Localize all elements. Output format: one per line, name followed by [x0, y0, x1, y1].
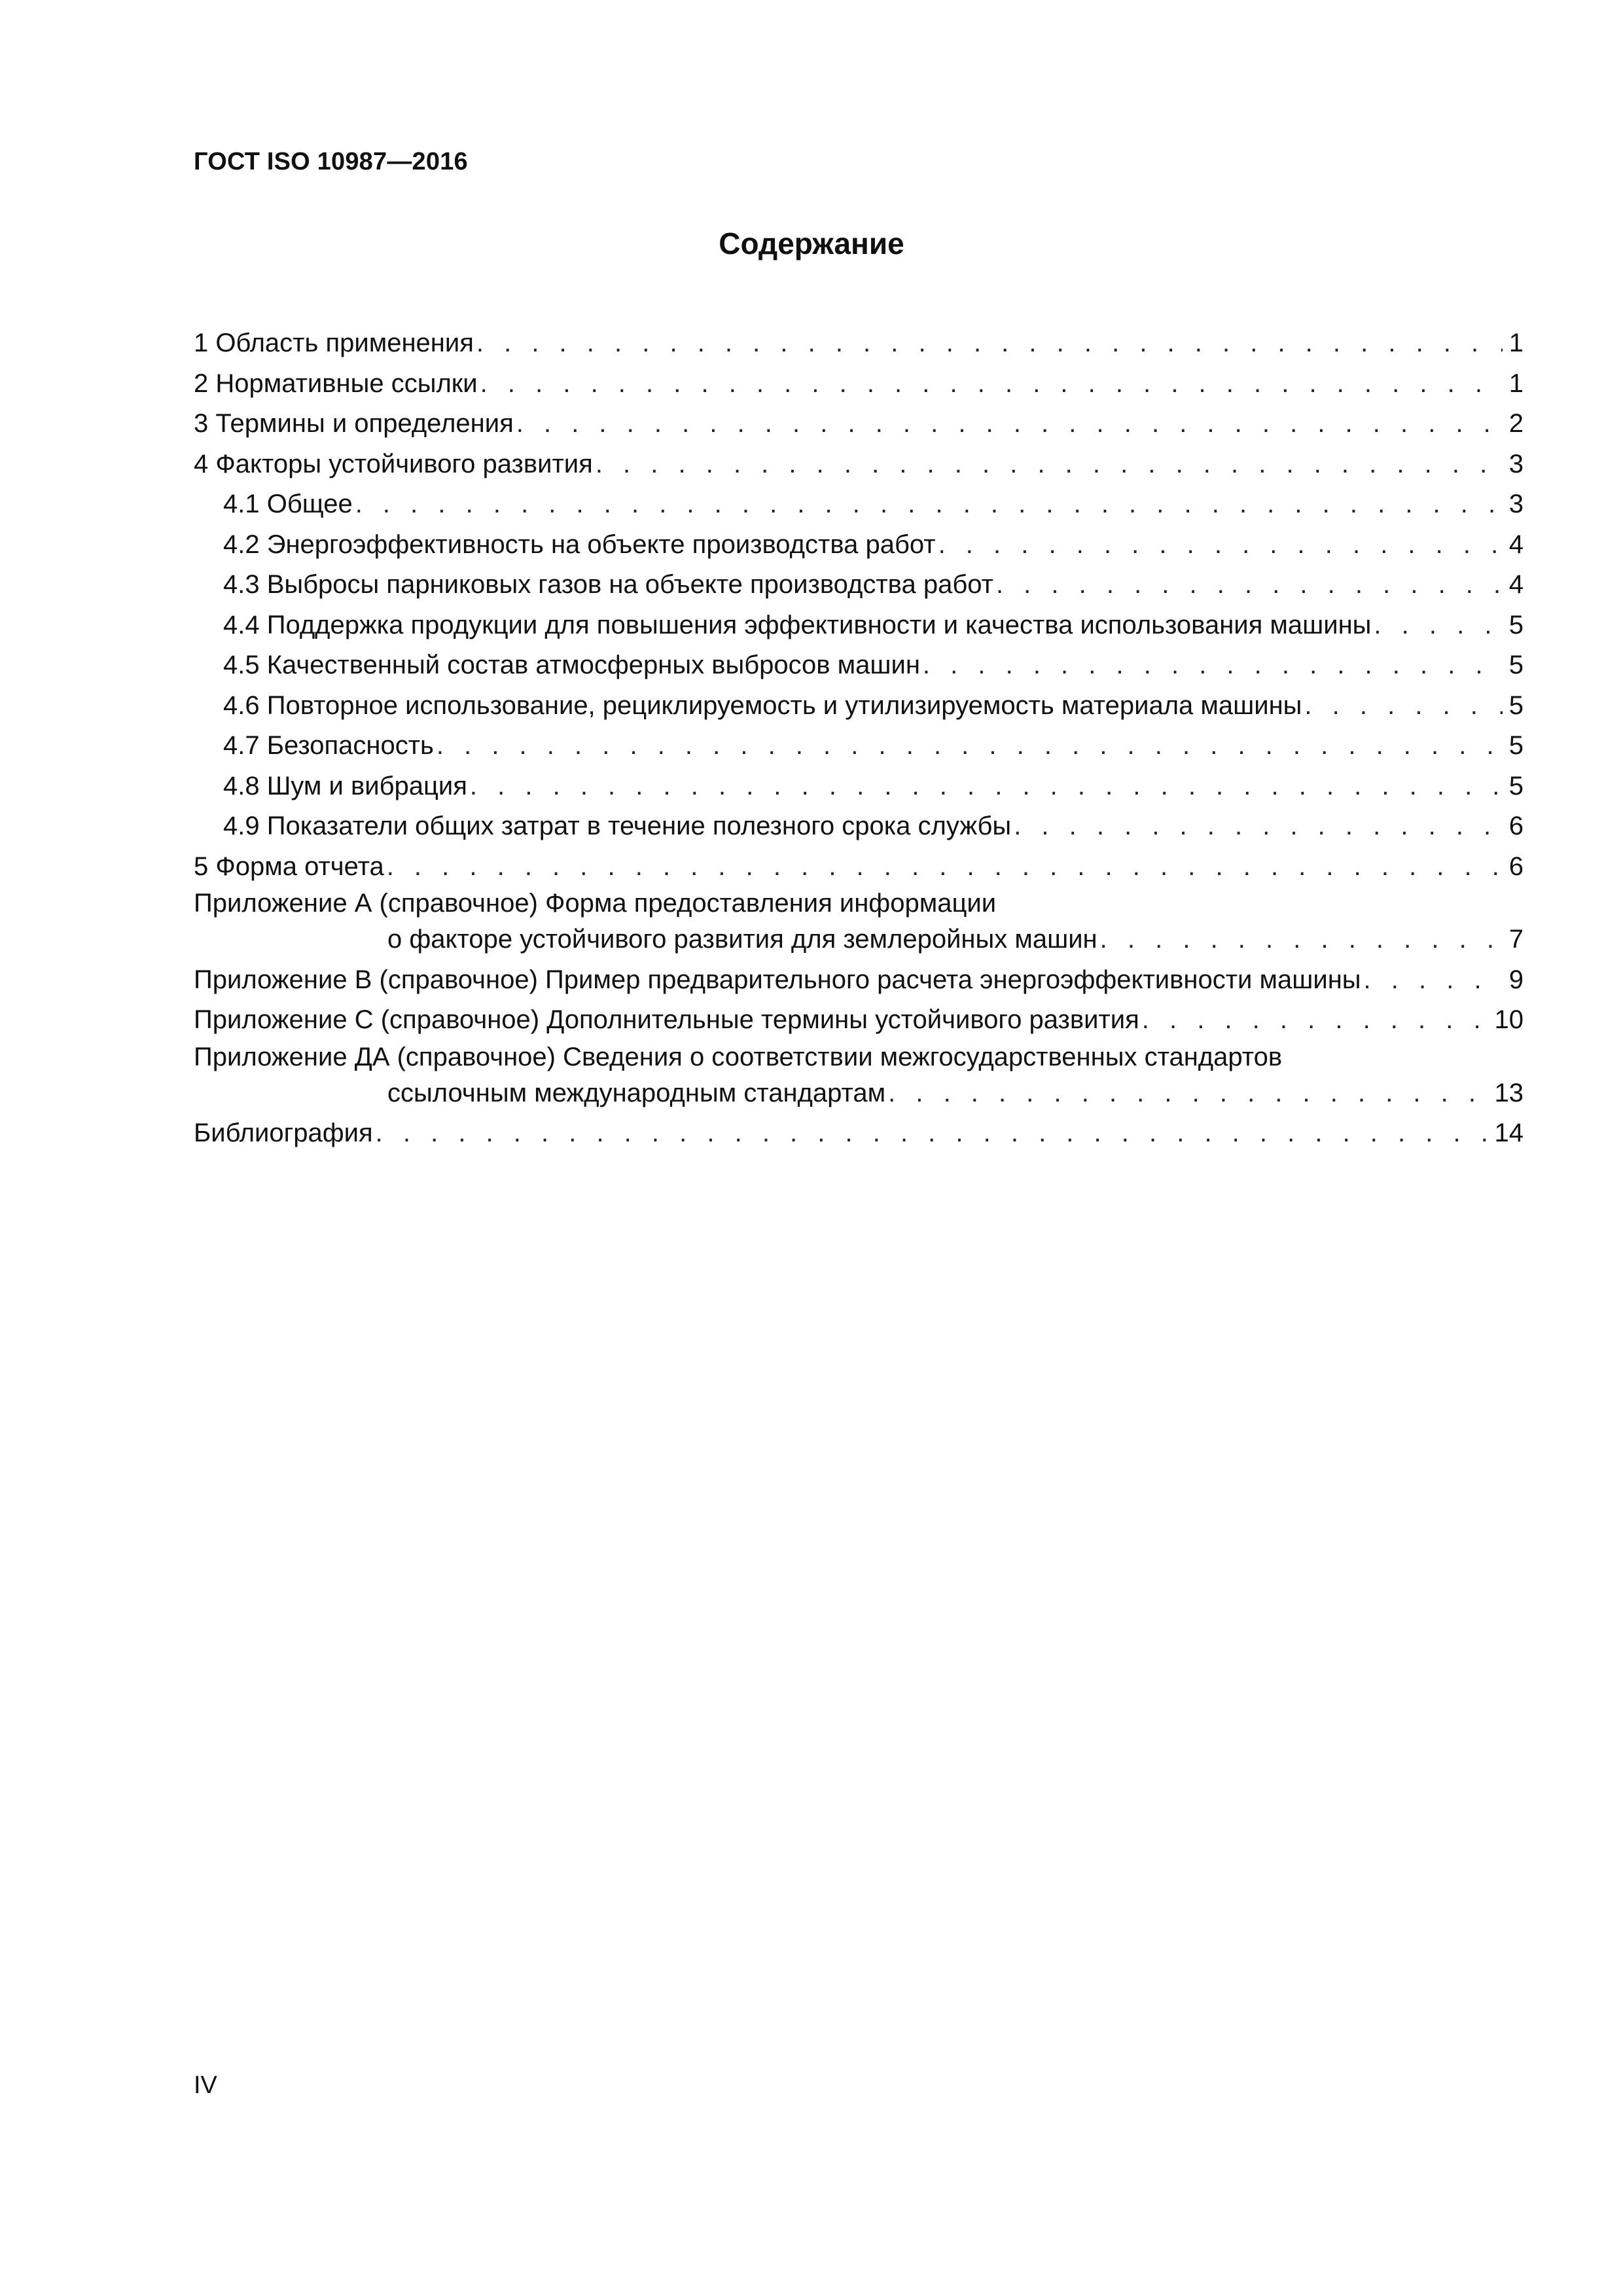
toc-entry-title: 4.7 Безопасность — [223, 731, 434, 760]
toc-entry-page: 14 — [1494, 1119, 1524, 1147]
toc-entry[interactable] — [194, 847, 1524, 888]
toc-subentry[interactable] — [194, 806, 1524, 847]
toc-entry[interactable] — [194, 404, 1524, 444]
toc-entry-title: 3 Термины и определения — [194, 409, 514, 438]
document-code: ГОСТ ISO 10987—2016 — [194, 148, 468, 175]
toc-entry-title: Приложение С (справочное) Дополнительные термины устойчивого развития — [194, 1005, 1139, 1034]
toc-subentry[interactable] — [194, 605, 1524, 646]
toc-entry-title: 4.6 Повторное использование, рециклируемость и утилизируемость материала машины — [223, 691, 1302, 720]
toc-leader-dots — [437, 726, 1503, 766]
toc-entry-page: 10 — [1494, 1005, 1524, 1034]
toc-entry[interactable] — [194, 323, 1524, 364]
toc-entry-title: 2 Нормативные ссылки — [194, 368, 478, 398]
toc-entry-title: 4.4 Поддержка продукции для повышения эффективности и качества использования машины — [223, 610, 1372, 639]
toc-leader-dots — [923, 645, 1503, 686]
toc-entry-page: 5 — [1508, 610, 1524, 639]
toc-entry-title: 1 Область применения — [194, 329, 474, 357]
toc-entry-page: 1 — [1508, 368, 1524, 398]
toc-leader-dots — [996, 565, 1503, 605]
toc-leader-dots — [387, 847, 1503, 888]
toc-entry-page: 5 — [1508, 651, 1524, 679]
toc-entry-title: 4.9 Показатели общих затрат в течение полезного срока службы — [223, 812, 1012, 840]
toc-entry-continuation[interactable] — [194, 920, 1524, 960]
toc-entry-page: 7 — [1508, 925, 1524, 954]
toc-subentry[interactable] — [194, 686, 1524, 726]
toc-entry-title: 4.2 Энергоэффективность на объекте производства работ — [223, 529, 936, 559]
toc-leader-dots — [476, 323, 1503, 364]
toc-leader-dots — [1142, 1000, 1489, 1041]
toc-leader-dots — [1304, 686, 1503, 726]
toc-subentry[interactable] — [194, 645, 1524, 686]
toc-entry-page: 13 — [1494, 1078, 1524, 1107]
table-of-contents — [194, 323, 1524, 1154]
toc-entry-page: 2 — [1508, 409, 1524, 438]
toc-subentry[interactable] — [194, 565, 1524, 605]
toc-entry-page: 6 — [1508, 852, 1524, 881]
page-number: IV — [194, 2072, 217, 2099]
toc-entry[interactable] — [194, 1000, 1524, 1041]
toc-subentry[interactable] — [194, 525, 1524, 565]
toc-leader-dots — [470, 766, 1503, 807]
toc-entry-title: Приложение ДА (справочное) Сведения о соответствии межгосударственных стандартов — [194, 1042, 1283, 1071]
toc-entry-page: 9 — [1508, 965, 1524, 994]
toc-entry-page: 3 — [1508, 490, 1524, 518]
toc-entry-first-line[interactable] — [194, 1041, 1524, 1073]
toc-entry[interactable] — [194, 960, 1524, 1001]
toc-entry[interactable] — [194, 1113, 1524, 1154]
toc-entry-page: 3 — [1508, 449, 1524, 478]
toc-entry-title: Приложение А (справочное) Форма предоставления информации — [194, 889, 997, 918]
toc-subentry[interactable] — [194, 484, 1524, 525]
toc-entry-first-line[interactable] — [194, 887, 1524, 920]
toc-leader-dots — [480, 364, 1503, 404]
toc-entry-title: 4.8 Шум и вибрация — [223, 771, 467, 800]
toc-subentry[interactable] — [194, 766, 1524, 807]
toc-entry-title: 4 Факторы устойчивого развития — [194, 449, 593, 478]
toc-entry-title: 4.3 Выбросы парниковых газов на объекте производства работ — [223, 570, 993, 599]
toc-entry-page: 5 — [1508, 731, 1524, 760]
toc-leader-dots — [355, 484, 1503, 525]
toc-leader-dots — [376, 1113, 1489, 1154]
toc-entry-page: 5 — [1508, 691, 1524, 720]
toc-entry-page: 4 — [1508, 529, 1524, 559]
toc-leader-dots — [516, 404, 1503, 444]
toc-leader-dots — [1014, 806, 1503, 847]
toc-leader-dots — [888, 1073, 1489, 1114]
toc-entry-title: Библиография — [194, 1119, 373, 1147]
toc-entry-title: о факторе устойчивого развития для землеройных машин — [387, 925, 1097, 954]
toc-leader-dots — [1374, 605, 1503, 646]
toc-leader-dots — [596, 444, 1503, 485]
toc-entry-page: 6 — [1508, 812, 1524, 840]
toc-leader-dots — [1100, 920, 1503, 960]
toc-entry-title: 4.5 Качественный состав атмосферных выбросов машин — [223, 651, 920, 679]
toc-entry-page: 5 — [1508, 771, 1524, 800]
toc-entry-page: 4 — [1508, 570, 1524, 599]
toc-entry-continuation[interactable] — [194, 1073, 1524, 1114]
toc-entry[interactable] — [194, 364, 1524, 404]
toc-title: Содержание — [719, 226, 904, 260]
toc-entry-page: 1 — [1508, 329, 1524, 357]
toc-entry-title: Приложение В (справочное) Пример предварительного расчета энергоэффективности машины — [194, 965, 1361, 994]
toc-entry[interactable] — [194, 444, 1524, 485]
toc-entry-title: 5 Форма отчета — [194, 852, 384, 881]
toc-subentry[interactable] — [194, 726, 1524, 766]
toc-leader-dots — [938, 525, 1503, 565]
toc-entry-title: ссылочным международным стандартам — [387, 1078, 886, 1107]
toc-leader-dots — [1364, 960, 1503, 1001]
toc-entry-title: 4.1 Общее — [223, 490, 353, 518]
